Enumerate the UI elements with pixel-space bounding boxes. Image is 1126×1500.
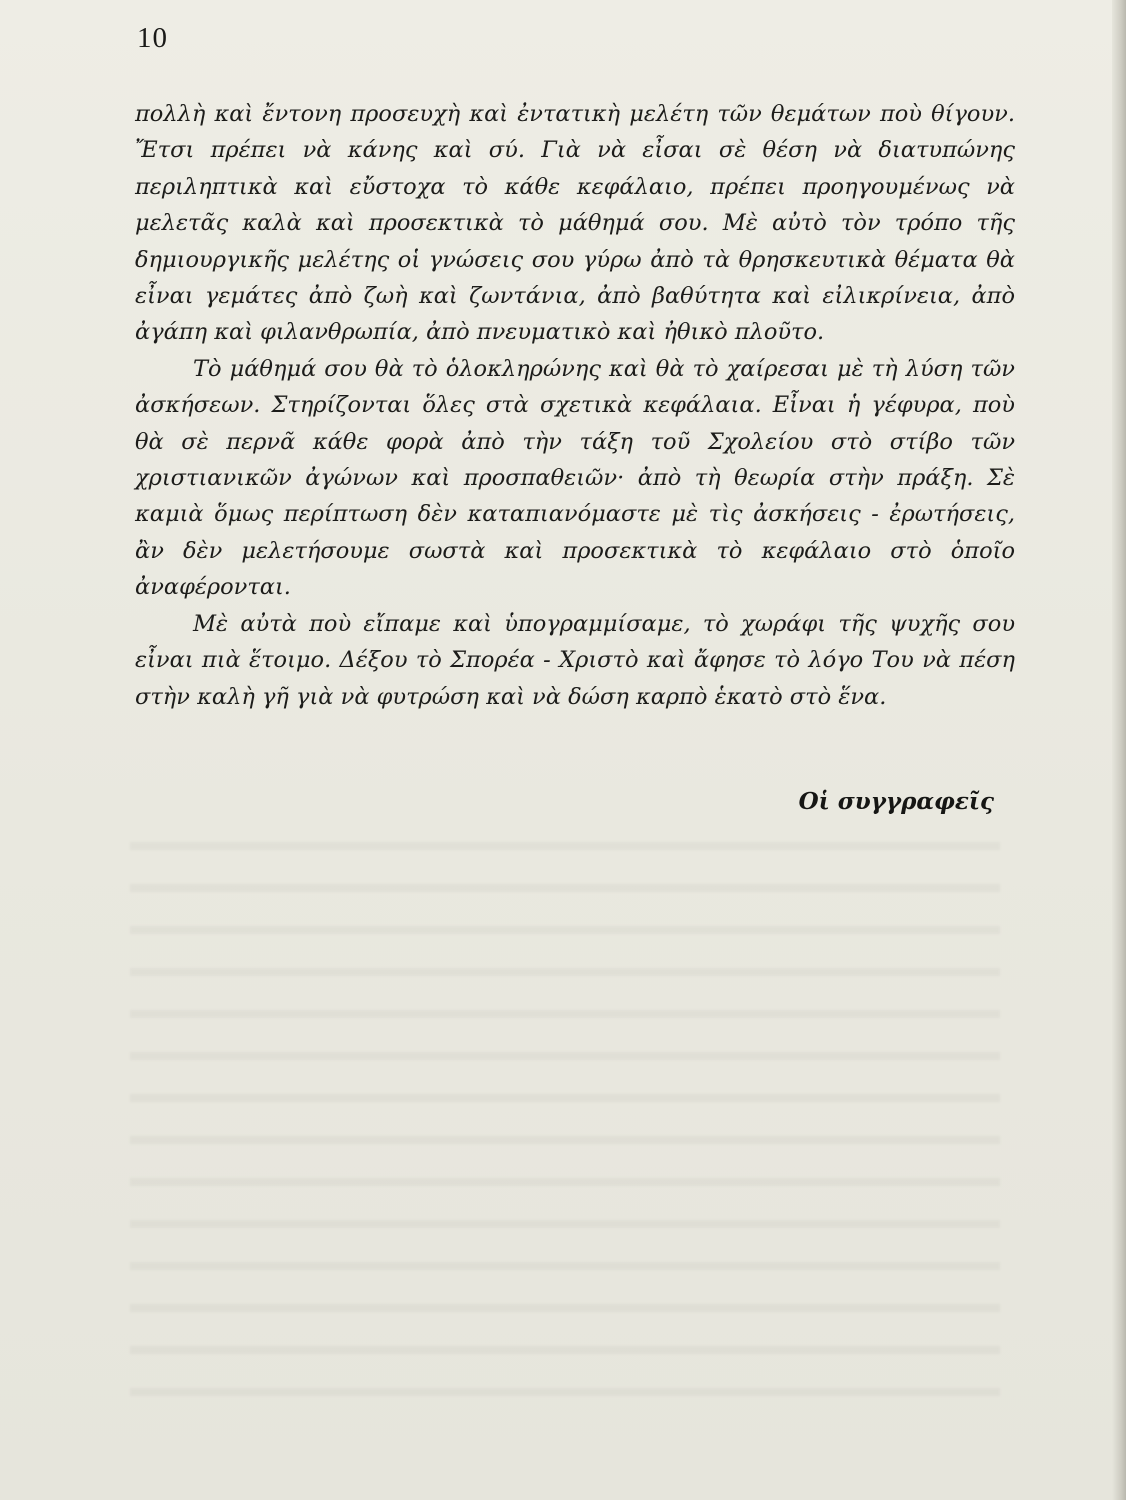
bleed-through-texture: [130, 820, 1000, 1420]
body-text: [135, 96, 1015, 715]
page-edge-shadow: [1112, 0, 1126, 1500]
paragraph-1: πολλὴ καὶ ἔντονη προσευχὴ καὶ ἐντατικὴ μελέτη τῶν θεμάτων ποὺ θίγουν. Ἔτσι πρέπει νὰ κάνης καὶ σύ. Γιὰ νὰ εἶσαι σὲ θέση νὰ διατυπώνης περιληπτικὰ καὶ εὔστοχα τὸ κάθε κεφάλαιο, πρέπει προηγουμένως νὰ μελετᾶς καλὰ καὶ προσεκτικὰ τὸ μάθημά σου. Μὲ αὐτὸ τὸν τρόπο τῆς δημιουργικῆς μελέτης οἱ γνώσεις σου γύρω ἀπὸ τὰ θρησκευτικὰ θέματα θὰ εἶναι γεμάτες ἀπὸ ζωὴ καὶ ζωντάνια, ἀπὸ βαθύτητα καὶ εἰλικρίνεια, ἀπὸ ἀγάπη καὶ φιλανθρωπία, ἀπὸ πνευματικὸ καὶ ἠθικὸ πλοῦτο.: [135, 101, 1015, 346]
paragraph-2: Τὸ μάθημά σου θὰ τὸ ὁλοκληρώνης καὶ θὰ τὸ χαίρεσαι μὲ τὴ λύση τῶν ἀσκήσεων. Στηρίζονται ὅλες στὰ σχετικὰ κεφάλαια. Εἶναι ἡ γέφυρα, ποὺ θὰ σὲ περνᾶ κάθε φορὰ ἀπὸ τὴν τάξη τοῦ Σχολείου στὸ στίβο τῶν χριστιανικῶν ἀγώνων καὶ προσπαθειῶν· ἀπὸ τὴ θεωρία στὴν πράξη. Σὲ καμιὰ ὅμως περίπτωση δὲν καταπιανόμαστε μὲ τὶς ἀσκήσεις - ἐρωτήσεις, ἂν δὲν μελετήσουμε σωστὰ καὶ προσεκτικὰ τὸ κεφάλαιο στὸ ὁποῖο ἀναφέρονται.: [135, 355, 1015, 601]
page-number: 10: [137, 22, 168, 54]
authors-signature: Οἱ συγγραφεῖς: [798, 788, 994, 815]
paragraph-3: Μὲ αὐτὰ ποὺ εἴπαμε καὶ ὑπογραμμίσαμε, τὸ χωράφι τῆς ψυχῆς σου εἶναι πιὰ ἕτοιμο. Δέξου τὸ Σπορέα - Χριστὸ καὶ ἄφησε τὸ λόγο Του νὰ πέση στὴν καλὴ γῆ γιὰ νὰ φυτρώση καὶ νὰ δώση καρπὸ ἑκατὸ στὸ ἕνα.: [135, 610, 1015, 710]
